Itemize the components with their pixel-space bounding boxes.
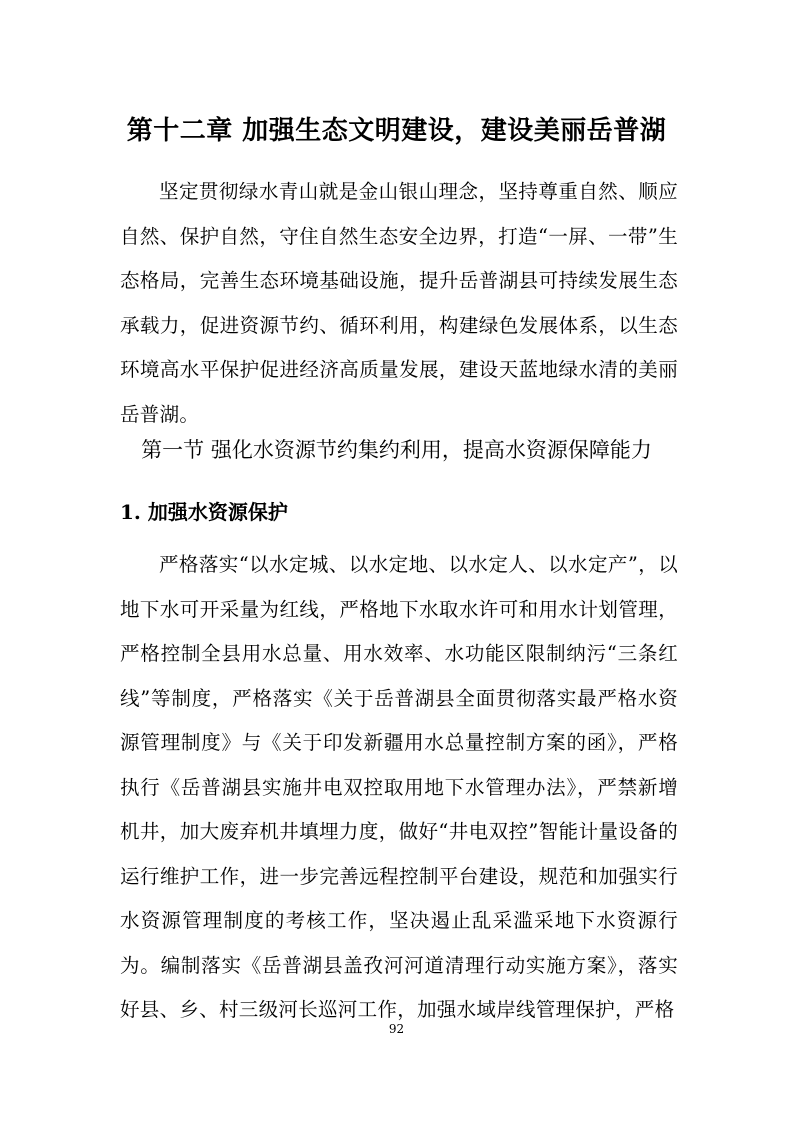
- chapter-title: 第十二章 加强生态文明建设，建设美丽岳普湖: [126, 116, 667, 146]
- page-number: 92: [388, 1022, 405, 1036]
- chapter-intro-paragraph: 坚定贯彻绿水青山就是金山银山理念，坚持尊重自然、顺应自然、保护自然，守住自然生态安全边界，打造“一屏、一带”生态格局，完善生态环境基础设施，提升岳普湖县可持续发展生态承载力，促进资源节约、循环利用，构建绿色发展体系，以生态环境高水平保护促进经济高质量发展，建设天蓝地绿水清的美丽岳普湖。: [120, 180, 678, 426]
- section-title: 第一节 强化水资源节约集约利用，提高水资源保障能力: [141, 438, 652, 462]
- subsection-body-paragraph: 严格落实“以水定城、以水定地、以水定人、以水定产”，以地下水可开采量为红线，严格地下水取水许可和用水计划管理，严格控制全县用水总量、用水效率、水功能区限制纳污“三条红线”等制度，严格落实《关于岳普湖县全面贯彻落实最严格水资源管理制度》与《关于印发新疆用水总量控制方案的函》，严格执行《岳普湖县实施井电双控取用地下水管理办法》，严禁新增机井，加大废弃机井填埋力度，做好“井电双控”智能计量设备的运行维护工作，进一步完善远程控制平台建设，规范和加强实行水资源管理制度的考核工作，坚决遏止乱采滥采地下水资源行为。编制落实《岳普湖县盖孜河河道清理行动实施方案》，落实好县、乡、村三级河长巡河工作，加强水域岸线管理保护，严格: [120, 553, 678, 1021]
- subsection-title: 1. 加强水资源保护: [120, 500, 288, 524]
